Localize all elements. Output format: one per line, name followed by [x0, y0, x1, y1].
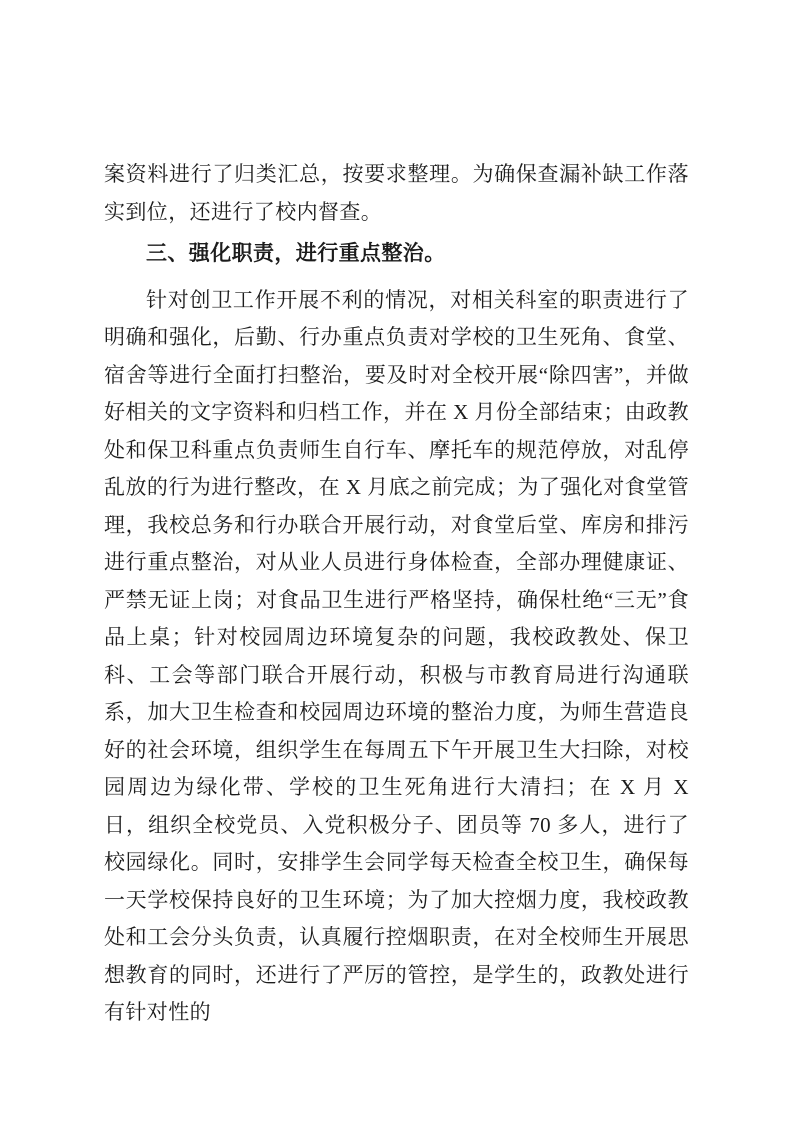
section-heading: 三、强化职责，进行重点整治。	[146, 241, 446, 265]
paragraph-continuation: 案资料进行了归类汇总，按要求整理。为确保查漏补缺工作落实到位，还进行了校内督查。	[104, 162, 689, 224]
paragraph-body: 针对创卫工作开展不利的情况，对相关科室的职责进行了明确和强化，后勤、行办重点负责对学校的卫生死角、食堂、宿舍等进行全面打扫整治，要及时对全校开展“除四害”，并做好相关的文字资料和归档工作，并在 X 月份全部结束；由政教处和保卫科重点负责师生自行车、摩托车的规范停放，对乱停乱放的行为进行整改，在 X 月底之前完成；为了强化对食堂管理，我校总务和行办联合开展行动，对食堂后堂、库房和排污进行重点整治，对从业人员进行身体检查，全部办理健康证、严禁无证上岗；对食品卫生进行严格坚持，确保杜绝“三无”食品上桌；针对校园周边环境复杂的问题，我校政教处、保卫科、工会等部门联合开展行动，积极与市教育局进行沟通联系，加大卫生检查和校园周边环境的整治力度，为师生营造良好的社会环境，组织学生在每周五下午开展卫生大扫除，对校园周边为绿化带、学校的卫生死角进行大清扫；在 X 月 X 日，组织全校党员、入党积极分子、团员等 70 多人，进行了校园绿化。同时，安排学生会同学每天检查全校卫生，确保每一天学校保持良好的卫生环境；为了加大控烟力度，我校政教处和工会分头负责，认真履行控烟职责，在对全校师生开展思想教育的同时，还进行了严厉的管控，是学生的，政教处进行有针对性的	[104, 287, 689, 1024]
